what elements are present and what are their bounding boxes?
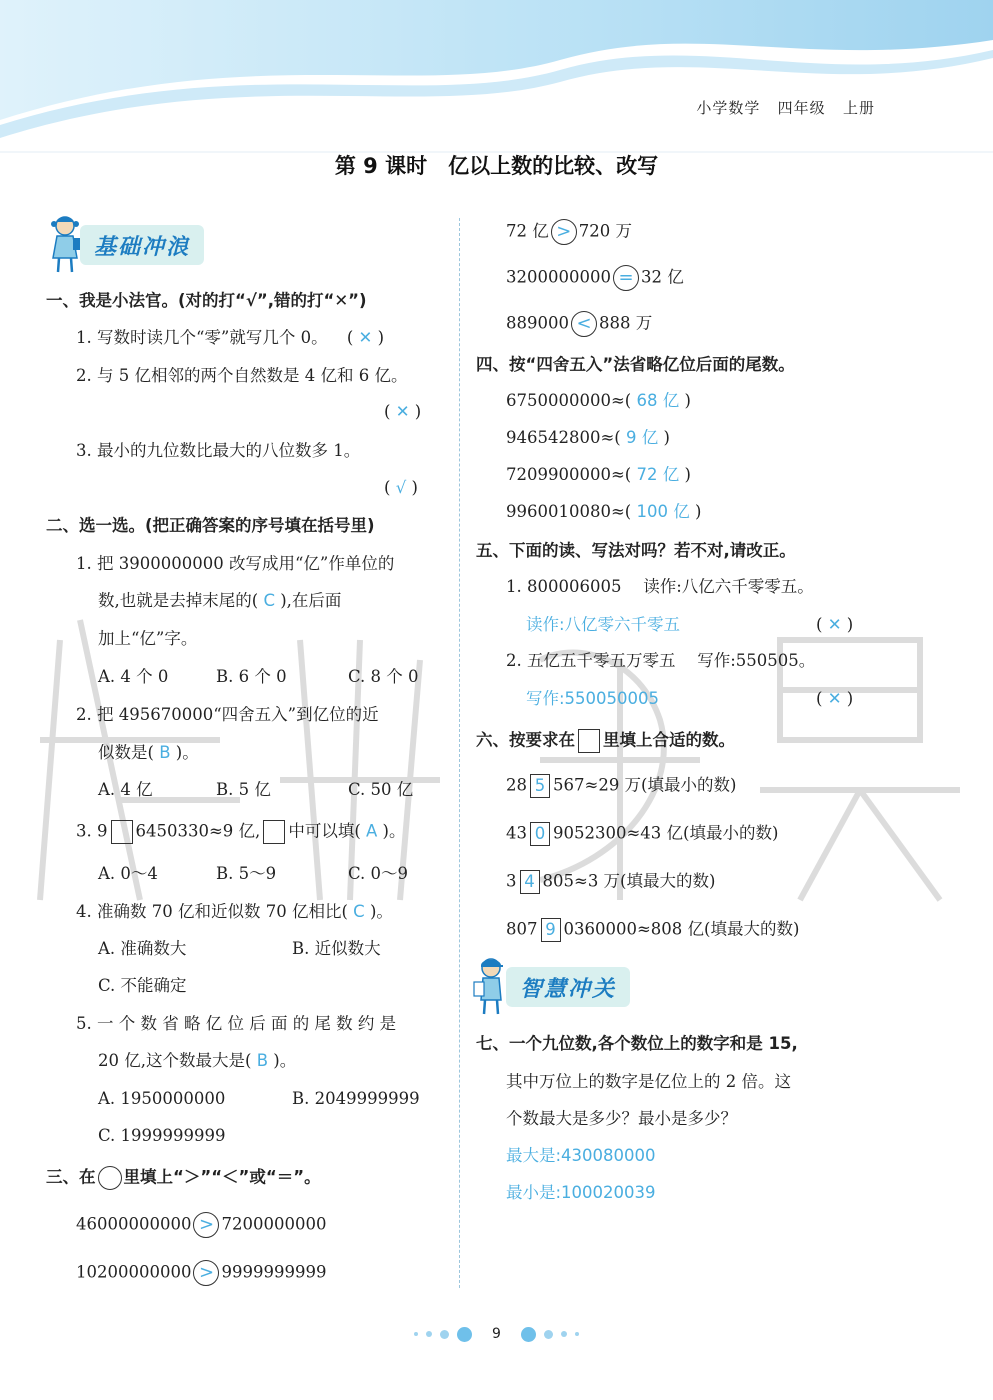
s2-q1-line1: 1. 把 3900000000 改写成用“亿”作单位的 xyxy=(76,554,395,573)
s5-q1-mark-slot: ( ✕ ) xyxy=(816,615,854,634)
s5-q1-correction: 读作:八亿零六千零五 xyxy=(526,615,681,634)
s4-heading: 四、按“四舍五入”法省略亿位后面的尾数。 xyxy=(476,355,795,374)
boy-mascot-icon xyxy=(472,956,510,1018)
s7-min-answer: 最小是:100020039 xyxy=(506,1183,656,1202)
s6-item-4: 807 9 0360000≈808 亿(填最大的数) xyxy=(506,918,799,942)
s2-q4: 4. 准确数 70 亿和近似数 70 亿相比( C )。 xyxy=(76,902,393,921)
blank-box xyxy=(578,729,600,753)
s1-q2-answer-slot: ( ✕ ) xyxy=(384,402,422,421)
s1-q1-answer: ✕ xyxy=(358,328,373,347)
compare-circle: = xyxy=(613,265,639,291)
s3-item-3: 72 亿 > 720 万 xyxy=(506,219,632,245)
s2-q3: 3. 9 6450330≈9 亿, 中可以填( A )。 xyxy=(76,820,405,844)
column-divider xyxy=(459,218,460,1288)
compare-circle: > xyxy=(193,1212,219,1238)
s1-q2-answer: ✕ xyxy=(395,402,410,421)
header-wave-banner xyxy=(0,0,993,160)
compare-circle: > xyxy=(193,1260,219,1286)
header-volume: 上册 xyxy=(842,99,875,117)
s5-q2-mark: ✕ xyxy=(827,689,842,708)
s3-item-4: 3200000000 = 32 亿 xyxy=(506,265,684,291)
s4-item-4: 9960010080≈( 100 亿 ) xyxy=(506,502,702,521)
s2-heading: 二、选一选。(把正确答案的序号填在括号里) xyxy=(46,516,375,535)
s4-item-3: 7209900000≈( 72 亿 ) xyxy=(506,465,691,484)
fill-box: 0 xyxy=(530,822,550,846)
fill-box: 5 xyxy=(530,774,550,798)
s1-q3-answer: √ xyxy=(395,478,407,497)
s2-q5-options: A. 1950000000 B. 2049999999 xyxy=(98,1089,420,1108)
s4-item-1: 6750000000≈( 68 亿 ) xyxy=(506,391,691,410)
s2-q4-answer: C xyxy=(353,902,365,921)
s2-q1-line3: 加上“亿”字。 xyxy=(98,629,198,648)
fill-box: 4 xyxy=(520,870,540,894)
s2-q4-option-c: C. 不能确定 xyxy=(98,976,187,995)
s5-q1-mark: ✕ xyxy=(827,615,842,634)
blank-box xyxy=(111,820,133,844)
s2-q5-line2: 20 亿,这个数最大是( B )。 xyxy=(98,1051,297,1070)
s6-heading: 六、按要求在 里填上合适的数。 xyxy=(476,729,735,753)
s5-q2-correction: 写作:550050005 xyxy=(526,689,660,708)
page-number: 9 xyxy=(492,1326,501,1342)
lesson-title: 第 9 课时 亿以上数的比较、改写 xyxy=(334,154,659,178)
s2-q5-line1: 5. 一 个 数 省 略 亿 位 后 面 的 尾 数 约 是 xyxy=(76,1014,397,1033)
s5-q2-mark-slot: ( ✕ ) xyxy=(816,689,854,708)
s7-max-answer: 最大是:430080000 xyxy=(506,1146,656,1165)
page-footer xyxy=(0,1326,993,1342)
wisdom-section-label: 智慧冲关 xyxy=(506,967,630,1007)
s5-q1: 1. 800006005 读作:八亿六千零零五。 xyxy=(506,577,814,596)
s2-q3-options: A. 0～4 B. 5～9 C. 0～9 xyxy=(98,864,409,883)
s3-item-2: 10200000000 > 9999999999 xyxy=(76,1260,326,1286)
s1-heading: 一、我是小法官。(对的打“√”,错的打“✕”) xyxy=(46,291,367,310)
s3-heading: 三、在 里填上“＞”“＜”或“＝”。 xyxy=(46,1166,321,1190)
s1-q3: 3. 最小的九位数比最大的八位数多 1。 xyxy=(76,441,361,460)
header-subject: 小学数学 xyxy=(696,99,761,117)
girl-mascot-icon xyxy=(46,214,84,276)
s2-q1-answer: C xyxy=(263,591,275,610)
s3-item-5: 889000 < 888 万 xyxy=(506,311,652,337)
s6-item-1: 28 5 567≈29 万(填最小的数) xyxy=(506,774,736,798)
s2-q2-answer: B xyxy=(159,743,171,762)
s2-q1-options: A. 4 个 0 B. 6 个 0 C. 8 个 0 xyxy=(98,667,419,686)
s2-q2-line2: 似数是( B )。 xyxy=(98,743,199,762)
s2-q2-line1: 2. 把 495670000“四舍五入”到亿位的近 xyxy=(76,705,379,724)
basic-section-badge xyxy=(46,214,204,276)
wisdom-section-badge xyxy=(472,956,630,1018)
s7-line1: 七、一个九位数,各个数位上的数字和是 15, xyxy=(476,1034,798,1053)
fill-box: 9 xyxy=(541,918,561,942)
s2-q2-options: A. 4 亿 B. 5 亿 C. 50 亿 xyxy=(98,780,414,799)
s3-item-1: 46000000000 > 7200000000 xyxy=(76,1212,326,1238)
s2-q3-answer: A xyxy=(366,821,378,841)
s6-item-3: 3 4 805≈3 万(填最大的数) xyxy=(506,870,715,894)
s2-q1-line2: 数,也就是去掉末尾的( C ),在后面 xyxy=(98,591,342,610)
s2-q5-option-c: C. 1999999999 xyxy=(98,1126,226,1145)
compare-circle: < xyxy=(571,311,597,337)
s7-line2: 其中万位上的数字是亿位上的 2 倍。这 xyxy=(506,1072,791,1091)
s4-item-2: 946542800≈( 9 亿 ) xyxy=(506,428,670,447)
s7-line3: 个数最大是多少？最小是多少？ xyxy=(506,1109,737,1128)
s1-q3-answer-slot: ( √ ) xyxy=(384,478,418,497)
s2-q4-options: A. 准确数大 B. 近似数大 xyxy=(98,939,381,958)
header-grade: 四年级 xyxy=(777,99,826,117)
s1-q2: 2. 与 5 亿相邻的两个自然数是 4 亿和 6 亿。 xyxy=(76,366,408,385)
blank-circle xyxy=(98,1166,122,1190)
compare-circle: > xyxy=(551,219,577,245)
s5-q2: 2. 五亿五千零五万零五 写作:550505。 xyxy=(506,651,816,670)
s1-q1: 1. 写数时读几个“零”就写几个 0。 ( ✕ ) xyxy=(76,328,385,347)
s2-q5-answer: B xyxy=(256,1051,269,1070)
s6-item-2: 43 0 9052300≈43 亿(填最小的数) xyxy=(506,822,778,846)
basic-section-label: 基础冲浪 xyxy=(80,225,204,265)
header-book-info xyxy=(696,97,875,118)
blank-box xyxy=(263,820,285,844)
s5-heading: 五、下面的读、写法对吗？若不对,请改正。 xyxy=(476,541,796,560)
